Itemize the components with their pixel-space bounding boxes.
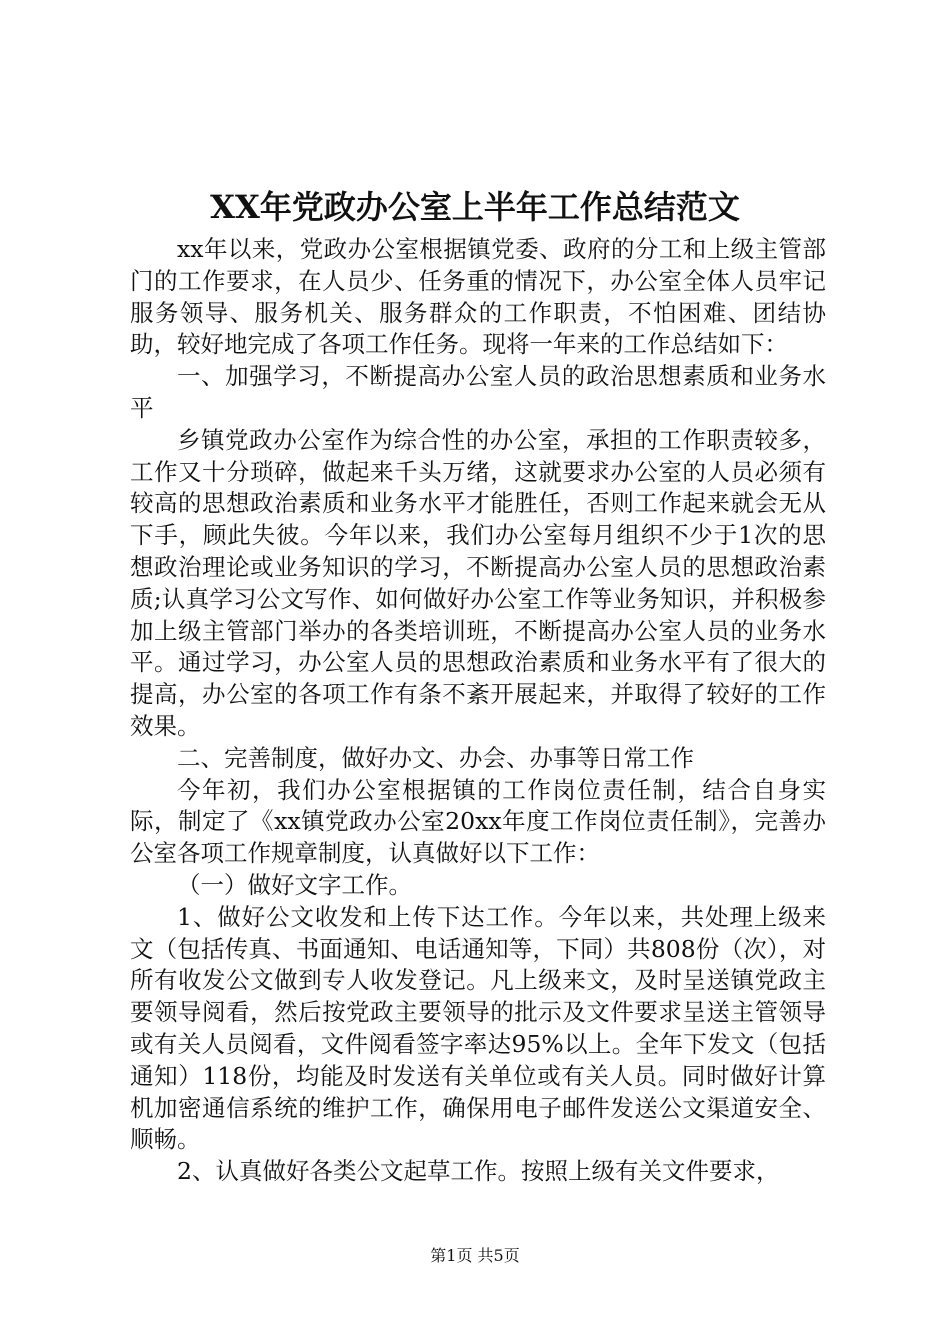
page-footer: 第1页 共5页	[430, 1246, 520, 1265]
section-heading-1: 一、加强学习，不断提高办公室人员的政治思想素质和业务水平	[130, 362, 826, 422]
document-body	[130, 234, 826, 1188]
item-1-paragraph: 1、做好公文收发和上传下达工作。今年以来，共处理上级来文（包括传真、书面通知、电话通知等，下同）共808份（次），对所有收发公文做到专人收发登记。凡上级来文，及时呈送镇党政主要领导阅看，然后按党政主要领导的批示及文件要求呈送主管领导或有关人员阅看，文件阅看签字率达95%以上。全年下发文（包括通知）118份，均能及时发送有关单位或有关人员。同时做好计算机加密通信系统的维护工作，确保用电子邮件发送公文渠道安全、顺畅。	[130, 902, 826, 1154]
intro-paragraph: xx年以来，党政办公室根据镇党委、政府的分工和上级主管部门的工作要求，在人员少、任务重的情况下，办公室全体人员牢记服务领导、服务机关、服务群众的工作职责，不怕困难、团结协助，较好地完成了各项工作任务。现将一年来的工作总结如下：	[130, 235, 826, 359]
section-heading-2: 二、完善制度，做好办文、办会、办事等日常工作	[177, 743, 694, 772]
section-2-paragraph: 今年初，我们办公室根据镇的工作岗位责任制，结合自身实际，制定了《xx镇党政办公室20xx年度工作岗位责任制》，完善办公室各项工作规章制度，认真做好以下工作：	[130, 775, 826, 868]
item-2-paragraph: 2、认真做好各类公文起草工作。按照上级有关文件要求，	[177, 1157, 780, 1186]
subsection-heading-1: （一）做好文字工作。	[177, 870, 412, 899]
document-title: XX年党政办公室上半年工作总结范文	[210, 188, 740, 226]
section-1-paragraph: 乡镇党政办公室作为综合性的办公室，承担的工作职责较多，工作又十分琐碎，做起来千头万绪，这就要求办公室的人员必须有较高的思想政治素质和业务水平才能胜任，否则工作起来就会无从下手，顾此失彼。今年以来，我们办公室每月组织不少于1次的思想政治理论或业务知识的学习，不断提高办公室人员的思想政治素质;认真学习公文写作、如何做好办公室工作等业务知识，并积极参加上级主管部门举办的各类培训班，不断提高办公室人员的业务水平。通过学习，办公室人员的思想政治素质和业务水平有了很大的提高，办公室的各项工作有条不紊开展起来，并取得了较好的工作效果。	[130, 425, 826, 740]
